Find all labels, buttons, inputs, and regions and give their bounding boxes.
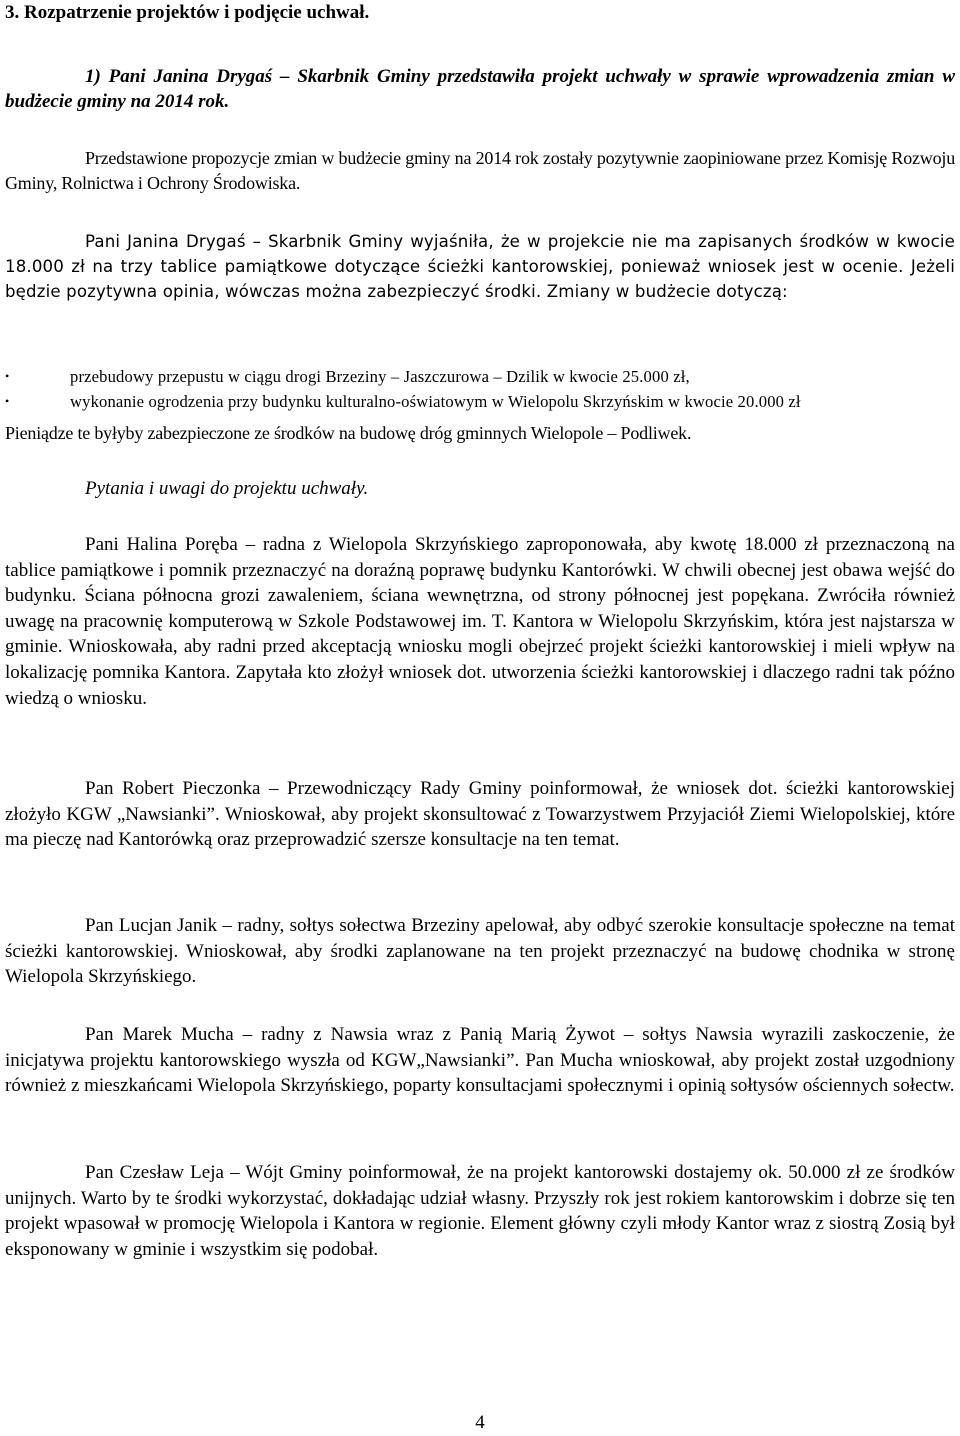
halina-paragraph: Pani Halina Poręba – radna z Wielopola Skrzyńskiego zaproponowała, aby kwotę 18.000 zł przeznaczoną na tablice pamiątkowe i pomnik przeznaczyć na doraźną poprawę budynku Kantorówki. W chwili obecnej jest obawa wejść do budynku. Ściana północna grozi zawaleniem, ściana wewnętrzna, od strony północnej jest popękana. Zwróciła również uwagę na pracownię komputerową w Szkole Podstawowej im. T. Kantora w Wielopolu Skrzyńskim, która jest najstarsza w gminie. Wnioskowała, aby radni przed akceptacją wniosku mogli obejrzeć projekt ścieżki kantorowskiej i mieli wpływ na lokalizację pomnika Kantora. Zapytała kto złożył wniosek dot. utworzenia ścieżki kantorowskiej i dlaczego radni tak późno wiedzą o wniosku. — [5, 534, 955, 709]
marek-paragraph: Pan Marek Mucha – radny z Nawsia wraz z Panią Marią Żywot – sołtys Nawsia wyrazili zaskoczenie, że inicjatywa projektu kantorowskiego wyszła od KGW„Nawsianki”. Pan Mucha wnioskował, aby projekt został uzgodniony również z mieszkańcami Wielopola Skrzyńskiego, poparty konsultacjami społecznymi i opinią sołtysów ościennych sołectw. — [5, 1024, 955, 1097]
questions-title: Pytania i uwagi do projektu uchwały. — [85, 478, 369, 499]
czeslaw-paragraph: Pan Czesław Leja – Wójt Gminy poinformował, że na projekt kantorowski dostajemy ok. 50.000 zł ze środków unijnych. Warto by te środki wykorzystać, dokładając udział własny. Przyszły rok jest rokiem kantorowskim i dobrze się ten projekt wpasował w promocję Wielopola i Kantora w regionie. Element główny czyli młody Kantor wraz z siostrą Zosią był eksponowany w gminie i wszystkim się podobał. — [5, 1162, 955, 1260]
budget-changes-list — [5, 364, 955, 414]
proposals-paragraph: Przedstawione propozycje zmian w budżecie gminy na 2014 rok zostały pozytywnie zaopiniowane przez Komisję Rozwoju Gminy, Rolnictwa i Ochrony Środowiska. — [5, 148, 955, 193]
robert-paragraph: Pan Robert Pieczonka – Przewodniczący Rady Gminy poinformował, że wniosek dot. ścieżki kantorowskiej złożyło KGW „Nawsianki”. Wnioskował, aby projekt skonsultować z Towarzystwem Przyjaciół Ziemi Wielopolskiej, które ma pieczę nad Kantorówką oraz przeprowadzić szersze konsultacje na ten temat. — [5, 778, 955, 851]
page-number: 4 — [475, 1412, 485, 1433]
money-paragraph: Pieniądze te byłyby zabezpieczone ze środków na budowę dróg gminnych Wielopole – Podliwek. — [5, 423, 692, 443]
list-item-text: przebudowy przepustu w ciągu drogi Brzeziny – Jaszczurowa – Dzilik w kwocie 25.000 zł, — [70, 367, 690, 386]
item-1-paragraph: 1) Pani Janina Drygaś – Skarbnik Gminy przedstawiła projekt uchwały w sprawie wprowadzenia zmian w budżecie gminy na 2014 rok. — [5, 66, 955, 112]
section-heading: 3. Rozpatrzenie projektów i podjęcie uchwał. — [5, 2, 370, 23]
lucjan-paragraph: Pan Lucjan Janik – radny, sołtys sołectwa Brzeziny apelował, aby odbyć szerokie konsultacje społeczne na temat ścieżki kantorowskiej. Wnioskował, aby środki zaplanowane na ten projekt przeznaczyć na budowę chodnika w stronę Wielopola Skrzyńskiego. — [5, 915, 955, 988]
list-item — [5, 364, 955, 389]
bullet-icon: • — [5, 369, 10, 383]
list-item-text: wykonanie ogrodzenia przy budynku kulturalno-oświatowym w Wielopolu Skrzyńskim w kwocie 20.000 zł — [70, 392, 801, 411]
list-item — [5, 389, 955, 414]
bullet-icon: • — [5, 394, 10, 408]
explanation-paragraph: Pani Janina Drygaś – Skarbnik Gminy wyjaśniła, że w projekcie nie ma zapisanych środków w kwocie 18.000 zł na trzy tablice pamiątkowe dotyczące ścieżki kantorowskiej, ponieważ wniosek jest w ocenie. Jeżeli będzie pozytywna opinia, wówczas można zabezpieczyć środki. Zmiany w budżecie dotyczą: — [5, 232, 955, 301]
